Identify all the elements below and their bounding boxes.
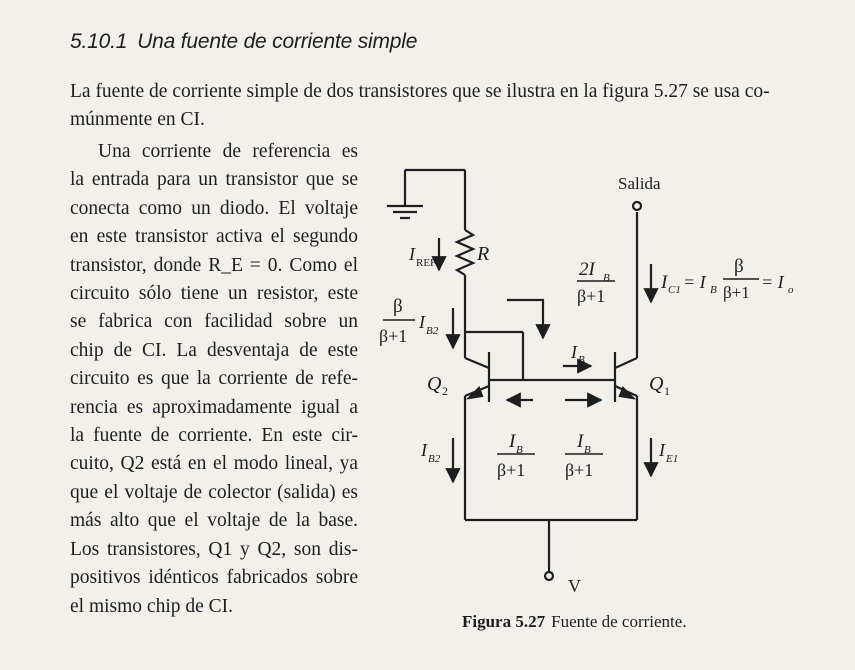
right-ib-numerator: I — [577, 431, 584, 452]
paragraph-line: que el voltaje de colector (salida) es — [70, 481, 358, 503]
q2-subscript: 2 — [442, 384, 448, 398]
caption-label: Figura 5.27 — [462, 612, 546, 631]
transistor-q1-icon — [615, 212, 637, 520]
iref-subscript: REF — [416, 257, 437, 269]
paragraph-line: la entrada para un transistor que se — [70, 169, 358, 191]
left-ib-denominator: β+1 — [497, 460, 526, 480]
ic1-ib-subscript: B — [710, 284, 717, 296]
q1-label: Q — [649, 373, 664, 395]
two-ib-numerator: 2I — [579, 259, 595, 280]
output-terminal-icon — [633, 202, 641, 210]
supply-label: V — [568, 576, 581, 596]
section-heading — [70, 30, 417, 54]
paragraph-line: transistor, donde R_E = 0. Como el — [70, 254, 358, 276]
ic1-label: I — [661, 272, 668, 293]
body-paragraph — [70, 138, 358, 621]
two-ib-subscript: B — [603, 272, 610, 284]
paragraph-line: chip de CI. La desventaja de este — [70, 339, 358, 361]
paragraph-line: Una corriente de referencia es — [98, 141, 358, 162]
paragraph-line: la fuente de corriente. En este cir- — [70, 425, 358, 447]
ic1-beta-denominator: β+1 — [723, 283, 750, 302]
ib-subscript: B — [578, 354, 585, 366]
ie1-subscript: E1 — [666, 453, 679, 465]
paragraph-line: conecta como un diodo. El voltaje — [70, 197, 358, 219]
paragraph-line: en este transistor activa el segundo — [70, 226, 358, 248]
figure-caption — [462, 612, 687, 632]
paragraph-line: cuito, Q2 está en el modo lineal, ya — [70, 453, 358, 475]
circuit-diagram — [365, 160, 835, 600]
section-title: Una fuente de corriente simple — [137, 30, 418, 53]
iref-label: I — [409, 244, 415, 264]
right-ib-denominator: β+1 — [565, 460, 594, 480]
left-ib-numerator: I — [509, 431, 516, 452]
ib2-label: I — [419, 312, 425, 332]
io-subscript: o — [788, 284, 794, 296]
right-ib-subscript: B — [584, 444, 591, 456]
caption-text: Fuente de corriente. — [551, 612, 687, 631]
ic1-equals-io: = I — [761, 272, 784, 292]
ie1-label: I — [659, 440, 665, 460]
beta-numerator: β — [393, 296, 403, 317]
paragraph-line: se fabrica con facilidad sobre un — [70, 311, 358, 333]
resistor-label: R — [477, 243, 490, 265]
q2-label: Q — [427, 373, 442, 395]
ic1-subscript: C1 — [668, 284, 681, 296]
ie2-subscript: B2 — [428, 453, 441, 465]
section-number: 5.10.1 — [70, 30, 128, 53]
q1-subscript: 1 — [664, 384, 670, 398]
two-ib-denominator: β+1 — [577, 286, 606, 306]
paragraph-line: positivos idénticos fabricados sobre — [70, 567, 358, 589]
resistor-icon — [457, 230, 473, 275]
ie2-label: I — [421, 440, 427, 460]
ic1-equals-ib: = I — [683, 272, 706, 292]
paragraph-line: Los transistores, Q1 y Q2, son dis- — [70, 538, 358, 560]
paragraph-line: circuito es que la corriente de refe- — [70, 368, 358, 390]
intro-line-2: múnmente en CI. — [70, 109, 205, 130]
paragraph-line: el mismo chip de CI. — [70, 595, 234, 617]
transistor-q2-icon — [465, 332, 489, 520]
paragraph-line: más alto que el voltaje de la base. — [70, 510, 358, 532]
intro-line-1: La fuente de corriente simple de dos transistores que se ilustra en la figura 5.27 se usa co- — [70, 81, 770, 102]
left-ib-subscript: B — [516, 444, 523, 456]
output-label: Salida — [618, 174, 661, 193]
current-source-figure — [365, 160, 835, 600]
paragraph-line: circuito sólo tiene un resistor, este — [70, 283, 358, 305]
supply-terminal-icon — [545, 572, 553, 580]
beta-plus-one-denominator: β+1 — [379, 326, 408, 346]
paragraph-line: rencia es aproximadamente igual a — [70, 396, 358, 418]
ground-icon — [387, 170, 423, 218]
ib-label: I — [571, 342, 577, 362]
intro-paragraph — [70, 78, 810, 134]
ib2-subscript: B2 — [426, 325, 439, 337]
ic1-beta-numerator: β — [734, 256, 744, 277]
